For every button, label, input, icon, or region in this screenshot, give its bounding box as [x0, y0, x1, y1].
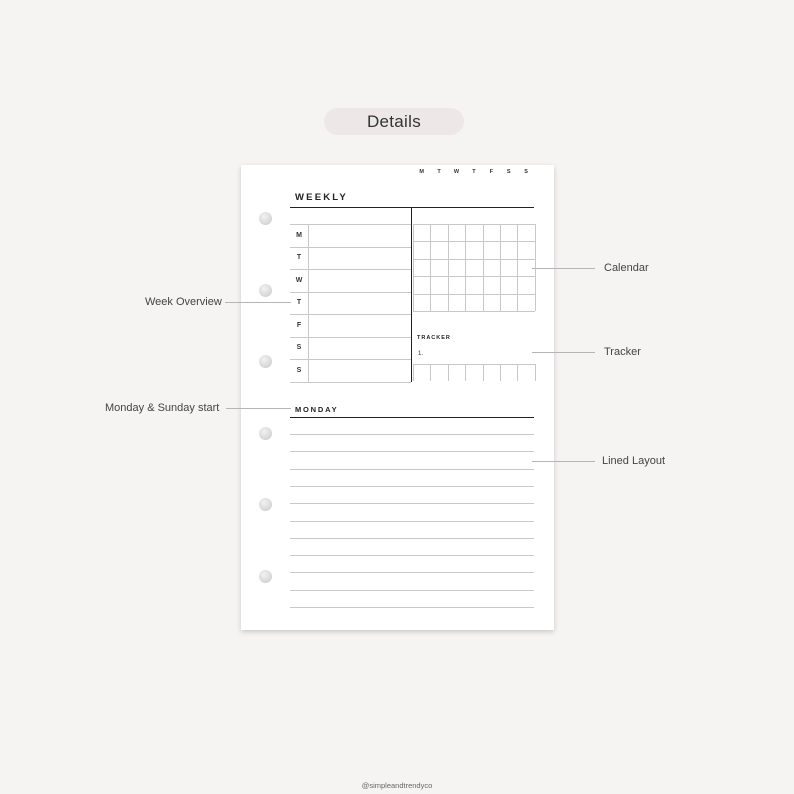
- ring-hole: [259, 498, 272, 511]
- weekly-row-line: [290, 269, 411, 270]
- tracker-cell-divider: [413, 364, 414, 381]
- writing-line: [290, 572, 534, 573]
- week-overview-callout-line: [225, 302, 291, 303]
- calendar-callout: Calendar: [604, 262, 649, 274]
- tracker-item-number: 1.: [418, 351, 424, 357]
- calendar-day-header: T: [472, 169, 476, 175]
- tracker-cell-divider: [465, 364, 466, 381]
- weekly-row-line: [290, 337, 411, 338]
- weekly-label-column-line: [308, 224, 309, 382]
- calendar-grid-col: [448, 224, 449, 311]
- monday-title: MONDAY: [295, 405, 339, 414]
- ring-hole: [259, 212, 272, 225]
- calendar-day-header: S: [506, 169, 511, 175]
- calendar-day-header: F: [489, 169, 493, 175]
- writing-line: [290, 486, 534, 487]
- calendar-grid-row: [413, 311, 535, 312]
- writing-line: [290, 590, 534, 591]
- calendar-day-header: W: [453, 169, 460, 175]
- calendar-grid-col: [465, 224, 466, 311]
- tracker-callout-line: [532, 352, 595, 353]
- lined-layout-callout: Lined Layout: [602, 455, 665, 467]
- tracker-callout: Tracker: [604, 346, 641, 358]
- day-label: T: [296, 254, 302, 262]
- day-label: M: [296, 231, 302, 239]
- calendar-grid-col: [430, 224, 431, 311]
- tracker-cell-divider: [500, 364, 501, 381]
- calendar-grid-col: [483, 224, 484, 311]
- weekly-row-line: [290, 247, 411, 248]
- weekly-row-line: [290, 314, 411, 315]
- weekly-row-line: [290, 359, 411, 360]
- writing-line: [290, 469, 534, 470]
- calendar-day-header: M: [419, 169, 424, 175]
- footer-handle: @simpleandtrendyco: [361, 781, 433, 790]
- monday-sunday-callout: Monday & Sunday start: [105, 402, 220, 414]
- lined-layout-callout-line: [532, 461, 595, 462]
- ring-hole: [259, 427, 272, 440]
- weekly-row-line: [290, 292, 411, 293]
- calendar-grid-col: [517, 224, 518, 311]
- writing-line: [290, 555, 534, 556]
- day-label: S: [296, 344, 302, 352]
- details-heading: Details: [324, 108, 464, 135]
- day-label: W: [295, 276, 303, 284]
- tracker-cell-divider: [483, 364, 484, 381]
- ring-hole: [259, 355, 272, 368]
- weekly-bottom-line: [290, 382, 411, 383]
- monday-sunday-callout-line: [226, 408, 291, 409]
- writing-line: [290, 434, 534, 435]
- calendar-callout-line: [532, 268, 595, 269]
- ring-hole: [259, 570, 272, 583]
- calendar-day-header: S: [524, 169, 528, 175]
- day-label: T: [296, 299, 302, 307]
- writing-line: [290, 538, 534, 539]
- tracker-cell-divider: [535, 364, 536, 381]
- calendar-grid-col: [413, 224, 414, 311]
- calendar-grid-col: [500, 224, 501, 311]
- weekly-title: WEEKLY: [295, 192, 348, 203]
- writing-line: [290, 521, 534, 522]
- planner-page: [241, 165, 554, 630]
- ring-hole: [259, 284, 272, 297]
- day-label: S: [296, 366, 302, 374]
- tracker-cell-divider: [448, 364, 449, 381]
- week-overview-callout: Week Overview: [145, 296, 222, 308]
- tracker-title: TRACKER: [417, 335, 451, 341]
- writing-line: [290, 503, 534, 504]
- tracker-cell-divider: [430, 364, 431, 381]
- day-label: F: [296, 321, 302, 329]
- calendar-day-header: T: [437, 169, 441, 175]
- writing-line: [290, 607, 534, 608]
- monday-rule: [290, 417, 534, 418]
- writing-line: [290, 451, 534, 452]
- weekly-row-line: [290, 224, 411, 225]
- tracker-cell-divider: [517, 364, 518, 381]
